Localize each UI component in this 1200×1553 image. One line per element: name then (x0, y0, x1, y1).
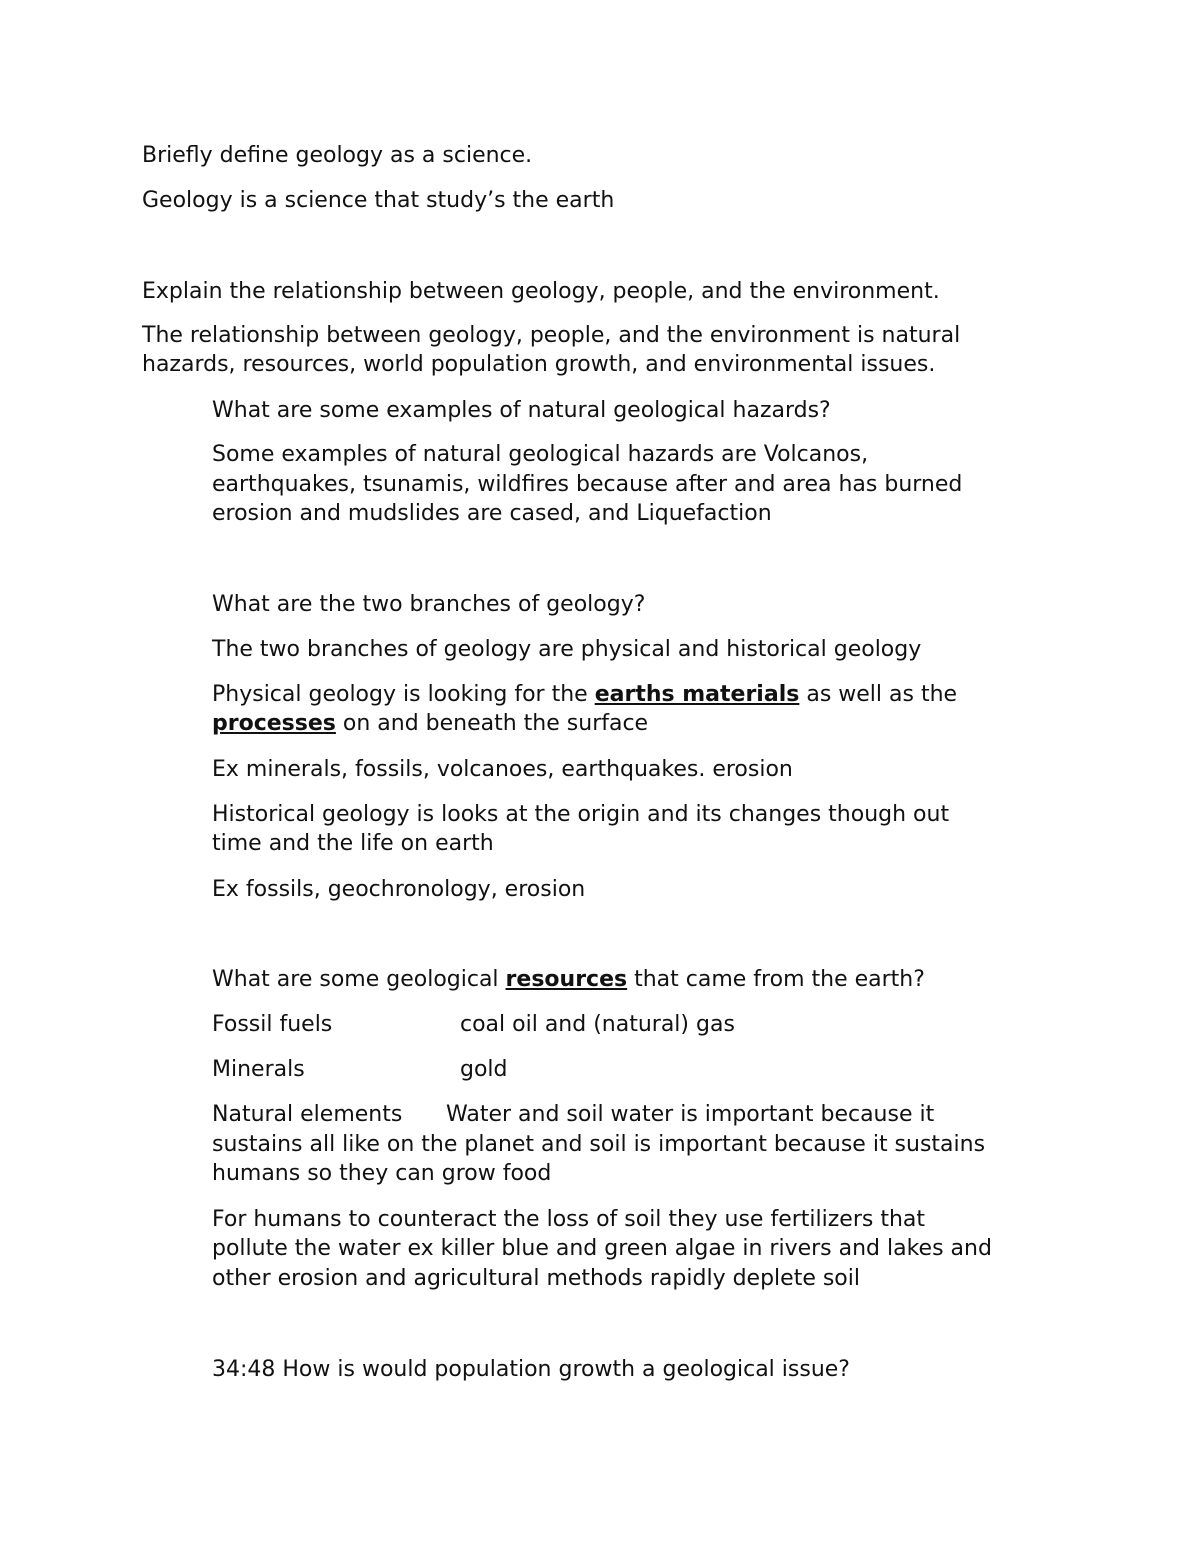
question-define-geology: Briefly define geology as a science. (142, 143, 533, 168)
answer-define-geology: Geology is a science that study’s the earth (142, 188, 615, 213)
resources-question-pre: What are some geological (212, 967, 506, 992)
physical-geology-line-1 (212, 680, 957, 710)
physical-text-post: on and beneath the surface (335, 711, 649, 736)
question-population-growth: 34:48 How is would population growth a geological issue? (212, 1357, 850, 1382)
answer-branches: The two branches of geology are physical and historical geology (212, 637, 922, 662)
question-resources (212, 965, 925, 995)
natural-elements-line-2: sustains all like on the planet and soil is important because it sustains (212, 1132, 986, 1157)
question-hazards: What are some examples of natural geological hazards? (212, 398, 831, 423)
historical-geology-line-1: Historical geology is looks at the origin and its changes though out (212, 802, 950, 827)
historical-geology-examples: Ex fossils, geochronology, erosion (212, 877, 586, 902)
resources-question-post: that came from the earth? (627, 967, 925, 992)
answer-hazards-line-1: Some examples of natural geological hazards are Volcanos, (212, 442, 869, 467)
answer-relationship-line-2: hazards, resources, world population growth, and environmental issues. (142, 352, 936, 377)
natural-elements-value: Water and soil water is important because it (446, 1102, 935, 1127)
counteract-line-1: For humans to counteract the loss of soil they use fertilizers that (212, 1207, 926, 1232)
resource-row-fossil-fuels (212, 1010, 1012, 1040)
physical-text-pre: Physical geology is looking for the (212, 682, 595, 707)
physical-geology-examples: Ex minerals, fossils, volcanoes, earthquakes. erosion (212, 757, 793, 782)
resource-row-minerals (212, 1055, 1012, 1085)
physical-geology-line-2 (212, 709, 648, 739)
fossil-fuels-label: Fossil fuels (212, 1012, 333, 1037)
counteract-line-3: other erosion and agricultural methods rapidly deplete soil (212, 1266, 860, 1291)
minerals-label: Minerals (212, 1057, 305, 1082)
natural-elements-label: Natural elements (212, 1102, 403, 1127)
answer-relationship-line-1: The relationship between geology, people, and the environment is natural (142, 323, 961, 348)
counteract-line-2: pollute the water ex killer blue and green algae in rivers and lakes and (212, 1236, 992, 1261)
fossil-fuels-value: coal oil and (natural) gas (460, 1012, 735, 1037)
resources-term: resources (505, 967, 628, 992)
question-branches: What are the two branches of geology? (212, 592, 646, 617)
historical-geology-line-2: time and the life on earth (212, 831, 494, 856)
earths-materials-term: earths materials (594, 682, 800, 707)
processes-term: processes (212, 711, 336, 736)
resource-row-natural-elements (212, 1100, 1012, 1130)
minerals-value: gold (460, 1057, 508, 1082)
answer-hazards-line-3: erosion and mudslides are cased, and Liquefaction (212, 501, 772, 526)
physical-text-mid: as well as the (799, 682, 958, 707)
answer-hazards-line-2: earthquakes, tsunamis, wildfires because after and area has burned (212, 472, 963, 497)
natural-elements-line-3: humans so they can grow food (212, 1161, 552, 1186)
question-relationship: Explain the relationship between geology, people, and the environment. (142, 279, 940, 304)
